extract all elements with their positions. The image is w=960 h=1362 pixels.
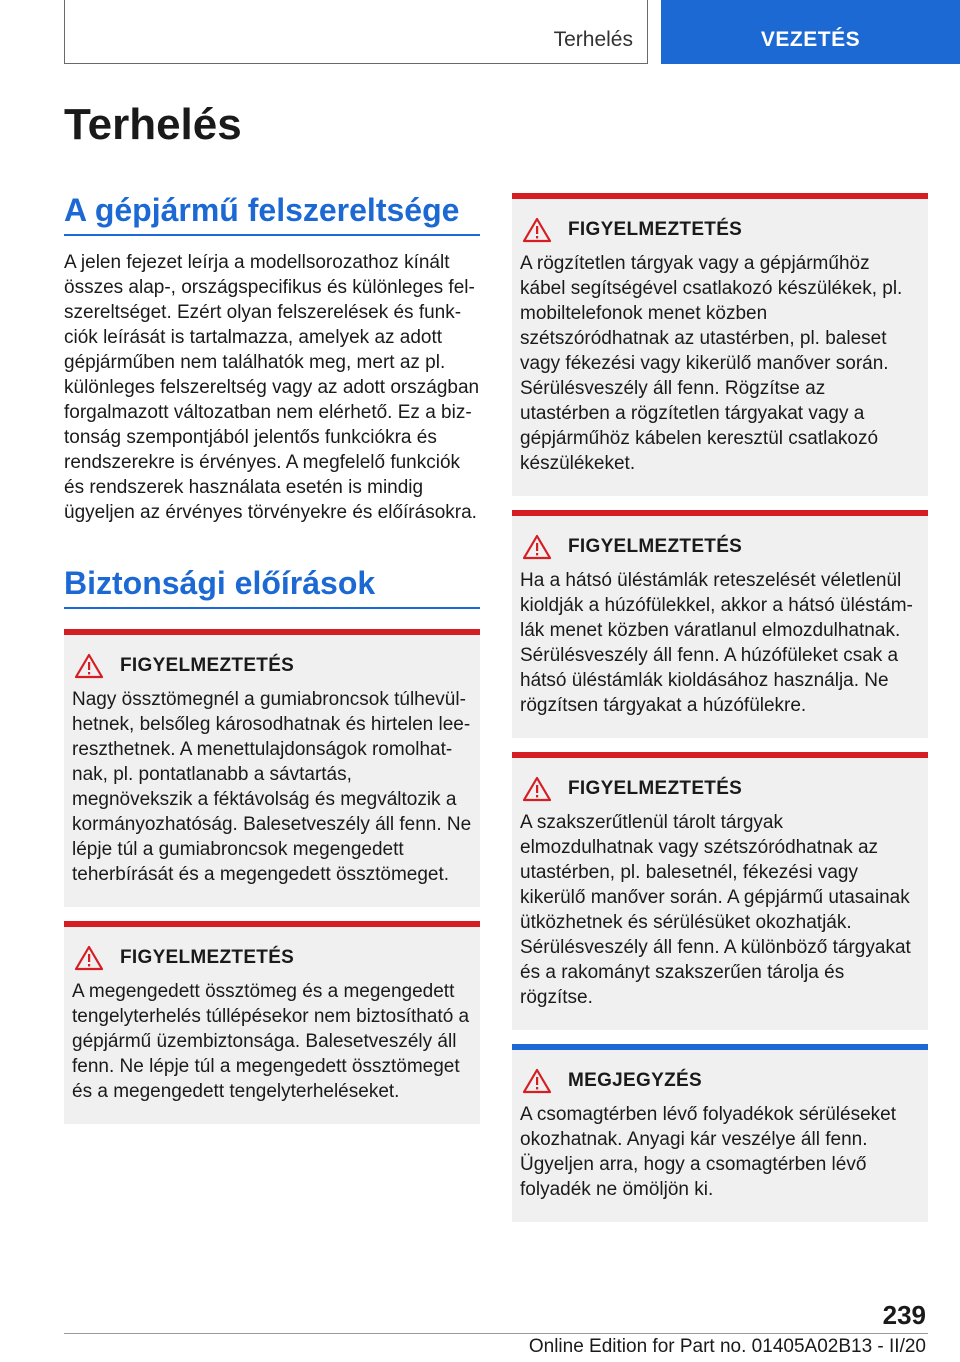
section-title-equipment: A gépjármű felszereltsége — [64, 190, 480, 236]
warning-box — [64, 629, 480, 907]
note-text: A csomagtérben lévő folyadékok sérüléseket okozhatnak. Anyagi kár veszélye áll fenn. Ügyeljen arra, hogy a csomagtérben lévő folyadék ne ömöljön ki. — [520, 1104, 896, 1200]
warning-text: Ha a hátsó üléstámlák reteszelését véletlenül kioldják a húzófülekkel, akkor a hátsó üléstámlák menet közben váratlanul elmozdulhatnak. Sérülésveszély áll fenn. A húzófüleket csak a hátsó üléstámlák kioldásához használja. Ne rögzítsen tárgyakat a húzófülekre. — [520, 570, 913, 716]
warning-title: FIGYELMEZTETÉS — [568, 536, 743, 557]
warning-text: A rögzítetlen tárgyak vagy a gépjárműhöz kábel segítségével csatlakozó készülékek, pl. mobiltelefonok menet közben szétszóródhatnak az utastérben, pl. baleset vagy fékezési vagy kikerülő manőver során. Sérülésveszély áll fenn. Rögzítse az utastérben a rögzítetlen tárgyakat vagy a gépjárműhöz kábelen keresztül csatlakozó készülékeket. — [520, 253, 903, 474]
header-chapter-tab[interactable] — [661, 0, 960, 64]
warning-triangle-icon — [522, 534, 552, 560]
warning-box — [512, 752, 928, 1030]
warning-text: A megengedett össztömeg és a megengedett tengelyterhelés túllépésekor nem biztosítható a gépjármű üzembiztonsága. Balesetveszély áll fenn. Ne lépje túl a megengedett össztömeget és a megengedett tengelyterheléseket. — [72, 981, 470, 1102]
note-title: MEGJEGYZÉS — [568, 1070, 702, 1091]
warning-triangle-icon — [522, 776, 552, 802]
warning-text: A szakszerűtlenül tárolt tárgyak elmozdulhatnak vagy szétszóródhatnak az utastérben, pl. balesetnél, fékezési vagy kikerülő manőver során. A gépjármű utasainak ütközhetnek és sérülésüket okozhatják. Sérülésveszély áll fenn. A különböző tárgyakat és a rakományt szakszerűen tárolja és rögzítse. — [520, 812, 911, 1008]
warning-title: FIGYELMEZTETÉS — [568, 219, 743, 240]
header-section-title: Terhelés — [553, 28, 633, 51]
warning-box — [512, 193, 928, 496]
header-chapter-label: VEZETÉS — [760, 28, 861, 51]
warning-triangle-icon — [522, 1068, 552, 1094]
warning-text: Nagy össztömegnél a gumiabroncsok túlhevülhetnek, belsőleg károsodhatnak és hirtelen leereszthetnek. A menettulajdonságok romolhatnak, pl. pontatlanabb a sávtartás, megnövekszik a féktávolság és megváltozik a kormányozhatóság. Balesetveszély áll fenn. Ne lépje túl a gumiabroncsok megengedett teherbírását és a megengedett össztömeget. — [72, 689, 472, 885]
section-title-safety: Biztonsági előírások — [64, 563, 480, 609]
note-box — [512, 1044, 928, 1222]
warning-triangle-icon — [74, 653, 104, 679]
section-text-equipment: A jelen fejezet leírja a modellsorozathoz kínált összes alap-, országspecifikus és különleges felszereltséget. Ezért olyan felszerelések és funkciók leírását is tartalmazza, amelyek az adott gépjárműben nem találhatók meg, mert az pl. különleges felszereltség vagy az adott országban forgalmazott változatban nem elérhető. Ez a biztonság szempontjából jelentős funkciókra és rendszerekre is érvényes. A megfelelő funkciók és rendszerek használata esetén is mindig ügyeljen az érvényes törvényekre és előírásokra. — [64, 252, 480, 523]
footer-divider — [64, 1333, 928, 1334]
warning-title: FIGYELMEZTETÉS — [568, 778, 743, 799]
page-title: Terhelés — [64, 100, 242, 149]
left-column — [64, 190, 480, 1124]
warning-box — [64, 921, 480, 1124]
warning-triangle-icon — [522, 217, 552, 243]
warning-box — [512, 510, 928, 738]
warning-title: FIGYELMEZTETÉS — [120, 947, 295, 968]
header-section-box — [64, 0, 648, 64]
warning-triangle-icon — [74, 945, 104, 971]
right-column — [512, 193, 928, 1222]
warning-title: FIGYELMEZTETÉS — [120, 655, 295, 676]
page-number: 239 — [882, 1300, 926, 1330]
footer-edition: Online Edition for Part no. 01405A02B13 - II/20 — [528, 1336, 926, 1357]
